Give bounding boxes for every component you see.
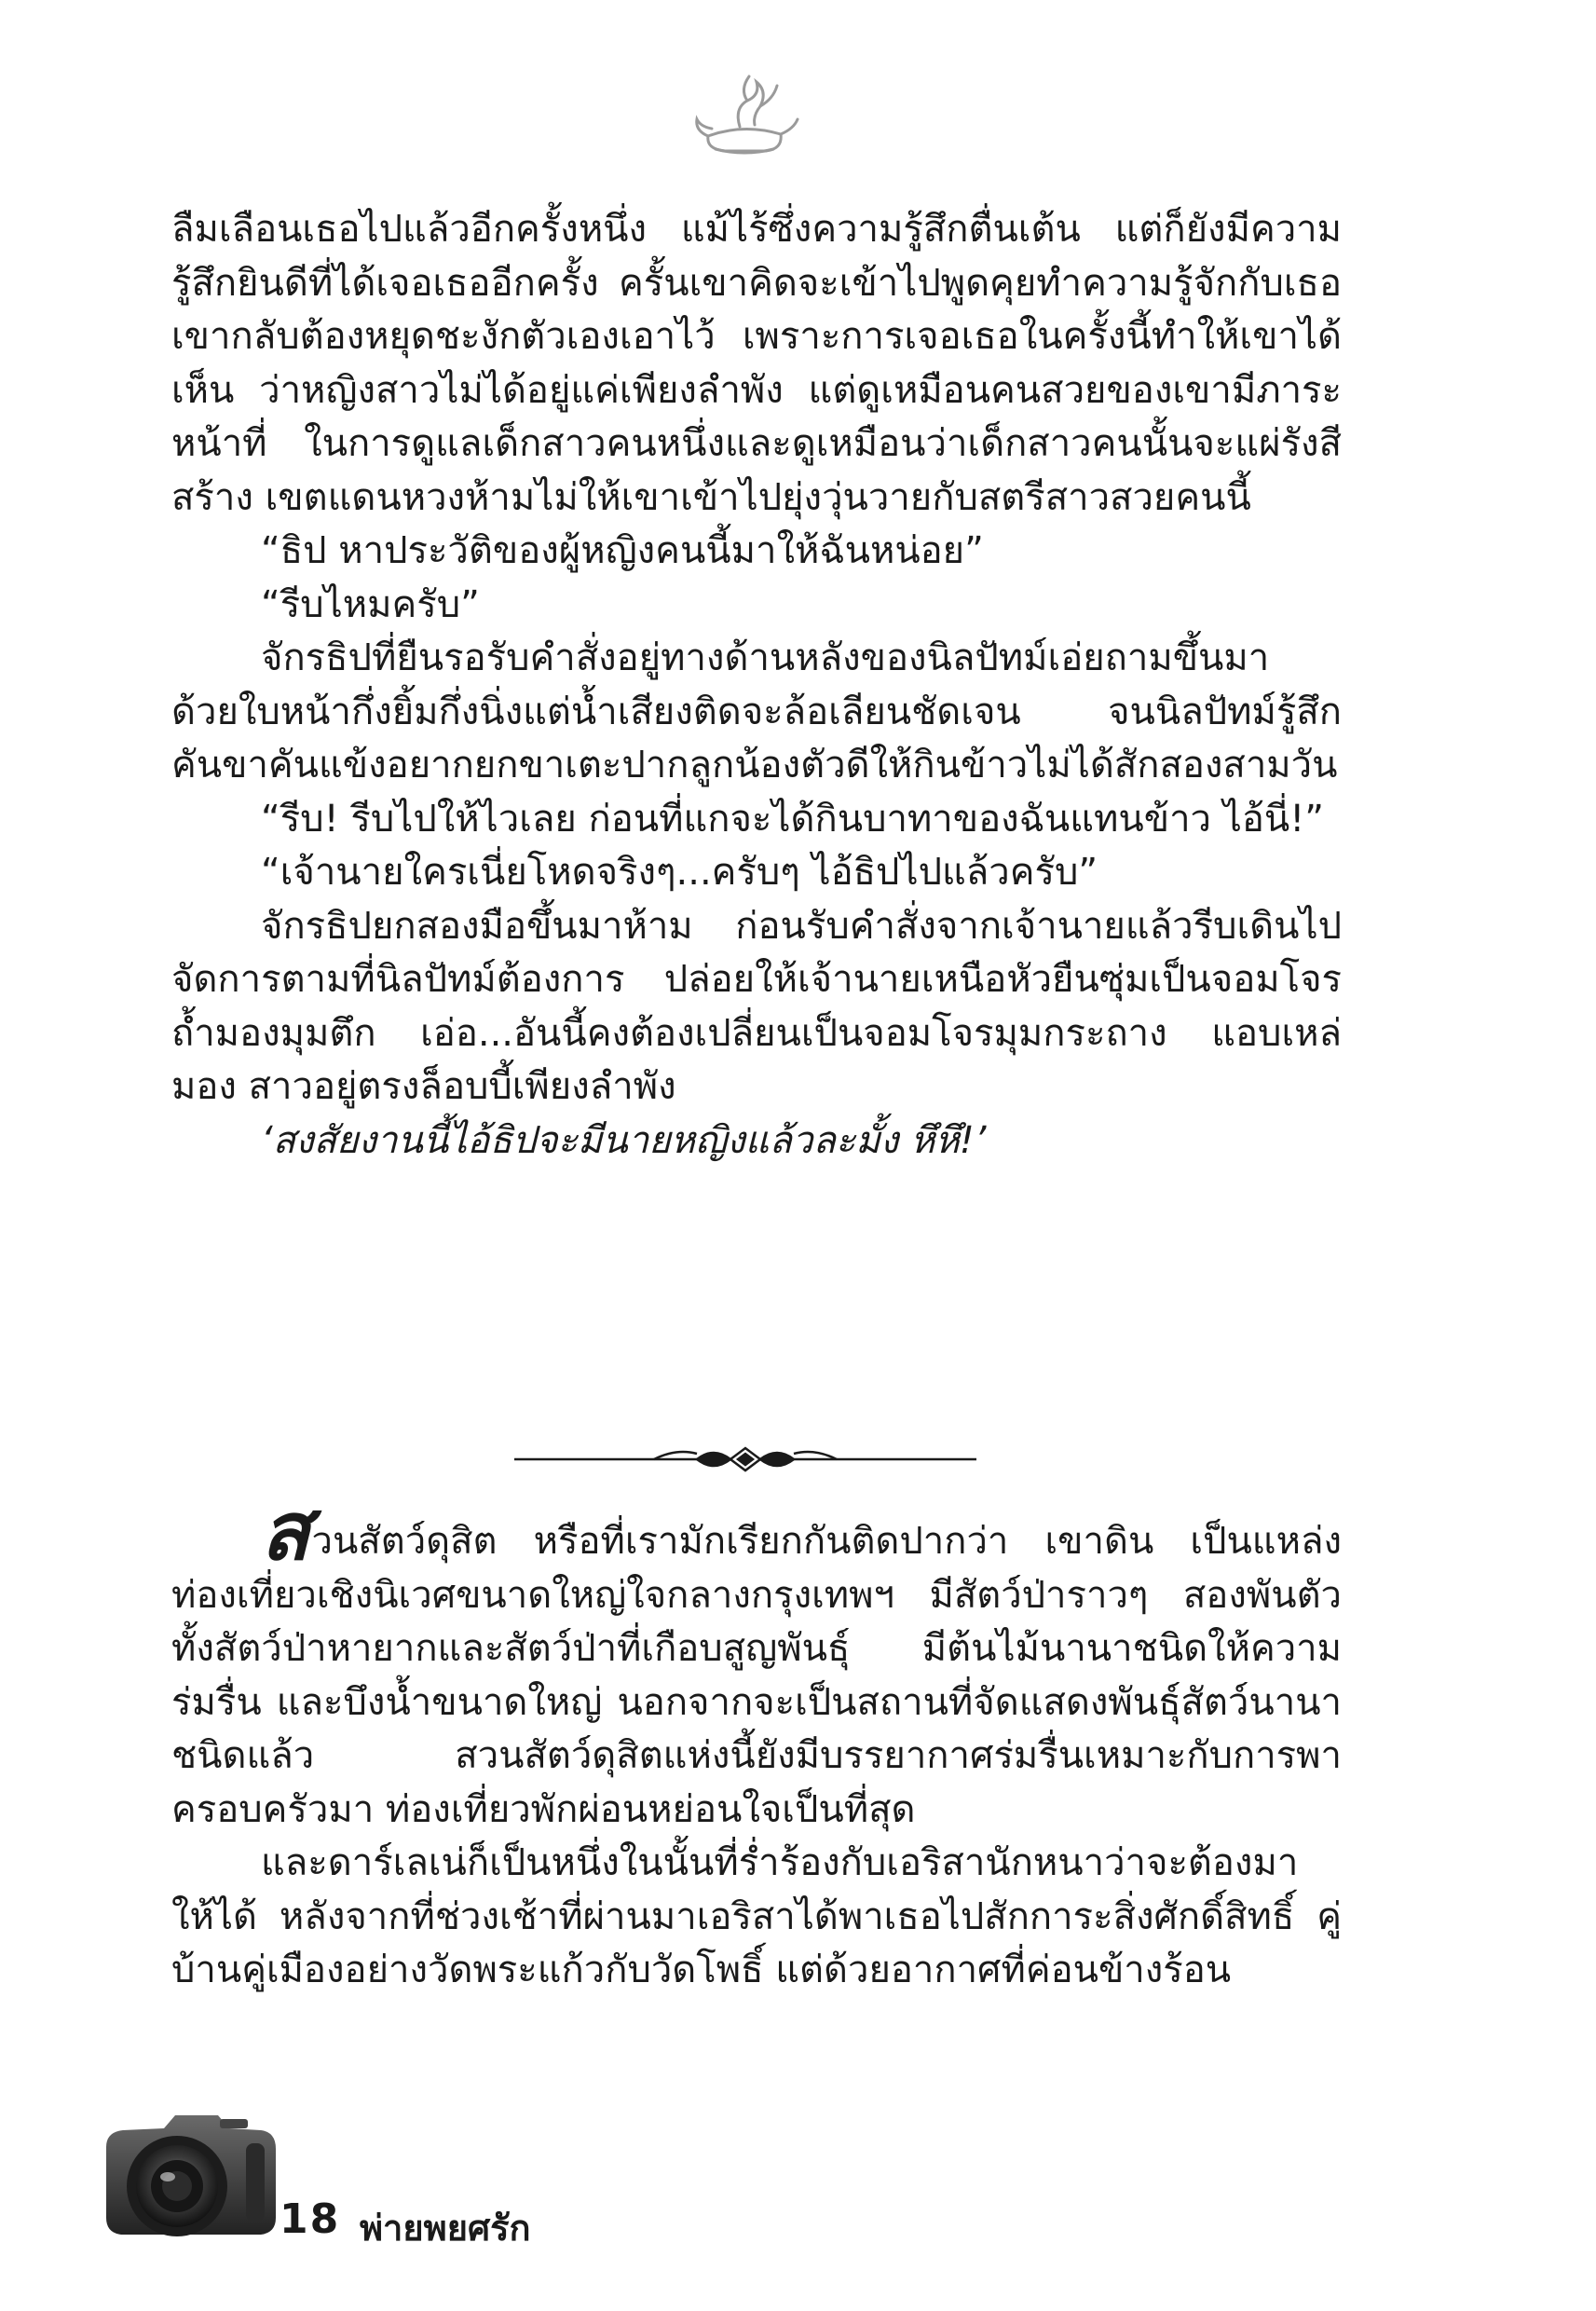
paragraph [171,1485,1342,1837]
dialogue-line: “รีบไหมครับ” [261,582,480,626]
story-text-bottom [171,1485,1342,1998]
dialogue-line: “รีบ! รีบไปให้ไวเลย ก่อนที่แกจะได้กินบาทาของฉันแทนข้าว ไอ้นี่!” [261,797,1324,841]
genie-lamp-icon [688,67,801,160]
paragraph: และดาร์เลเน่ก็เป็นหนึ่งในนั้นที่ร่ำร้องกับเอริสานักหนาว่าจะต้องมา ให้ได้ หลังจากที่ช่วงเช้าที่ผ่านมาเอริสาได้พาเธอไปสักการะสิ่งศักดิ์สิทธิ์ คู่บ้านคู่เมืองอย่างวัดพระแก้วกับวัดโพธิ์ แต่ด้วยอากาศที่ค่อนข้างร้อน [171,1841,1342,1991]
camera-icon [97,2110,283,2240]
paragraph-body: วนสัตว์ดุสิต หรือที่เรามักเรียกกันติดปากว่า เขาดิน เป็นแหล่ง ท่องเที่ยวเชิงนิเวศขนาดใหญ่ใจกลางกรุงเทพฯ มีสัตว์ป่าราวๆ สองพันตัว ทั้งสัตว์ป่าหายากและสัตว์ป่าที่เกือบสูญพันธุ์ มีต้นไม้นานาชนิดให้ความร่มรื่น และบึงน้ำขนาดใหญ่ นอกจากจะเป็นสถานที่จัดแสดงพันธุ์สัตว์นานาชนิดแล้ว สวนสัตว์ดุสิตแห่งนี้ยังมีบรรยากาศร่มรื่นเหมาะกับการพาครอบครัวมา ท่องเที่ยวพักผ่อนหย่อนใจเป็นที่สุด [171,1520,1342,1831]
paragraph: จักรธิปที่ยืนรอรับคำสั่งอยู่ทางด้านหลังของนิลปัทม์เอ่ยถามขึ้นมา ด้วยใบหน้ากึ่งยิ้มกึ่งนิ่งแต่น้ำเสียงติดจะล้อเลียนชัดเจน จนนิลปัทม์รู้สึก คันขาคันแข้งอยากยกขาเตะปากลูกน้องตัวดีให้กินข้าวไม่ได้สักสองสามวัน [171,636,1342,786]
story-text-top [171,203,1342,1168]
paragraph: ลืมเลือนเธอไปแล้วอีกครั้งหนึ่ง แม้ไร้ซึ่งความรู้สึกตื่นเต้น แต่ก็ยังมีความรู้สึกยินดีที่ได้เจอเธออีกครั้ง ครั้นเขาคิดจะเข้าไปพูดคุยทำความรู้จักกับเธอ เขากลับต้องหยุดชะงักตัวเองเอาไว้ เพราะการเจอเธอในครั้งนี้ทำให้เขาได้เห็น ว่าหญิงสาวไม่ได้อยู่แค่เพียงลำพัง แต่ดูเหมือนคนสวยของเขามีภาระหน้าที่ ในการดูแลเด็กสาวคนหนึ่งและดูเหมือนว่าเด็กสาวคนนั้นจะแผ่รังสีสร้าง เขตแดนหวงห้ามไม่ให้เขาเข้าไปยุ่งวุ่นวายกับสตรีสาวสวยคนนี้ [171,208,1342,519]
paragraph: จักรธิปยกสองมือขึ้นมาห้าม ก่อนรับคำสั่งจากเจ้านายแล้วรีบเดินไป จัดการตามที่นิลปัทม์ต้องการ ปล่อยให้เจ้านายเหนือหัวยืนซุ่มเป็นจอมโจร ถ้ำมองมุมตึก เอ่อ...อันนี้คงต้องเปลี่ยนเป็นจอมโจรมุมกระถาง แอบเหล่มอง สาวอยู่ตรงล็อบบี้เพียงลำพัง [171,904,1342,1108]
drop-cap: ส [261,1485,310,1579]
page-number: 18 [280,2195,341,2243]
dialogue-line: “ธิป หาประวัติของผู้หญิงคนนี้มาให้ฉันหน่อย” [261,529,984,572]
dialogue-line: “เจ้านายใครเนี่ยโหดจริงๆ...ครับๆ ไอ้ธิปไปแล้วครับ” [261,851,1098,894]
inner-thought-line: ‘สงสัยงานนี้ไอ้ธิปจะมีนายหญิงแล้วละมั้ง หึหึ!’ [261,1118,987,1162]
book-title: พ่ายพยศรัก [360,2208,531,2249]
ornamental-divider-icon [514,1441,976,1478]
